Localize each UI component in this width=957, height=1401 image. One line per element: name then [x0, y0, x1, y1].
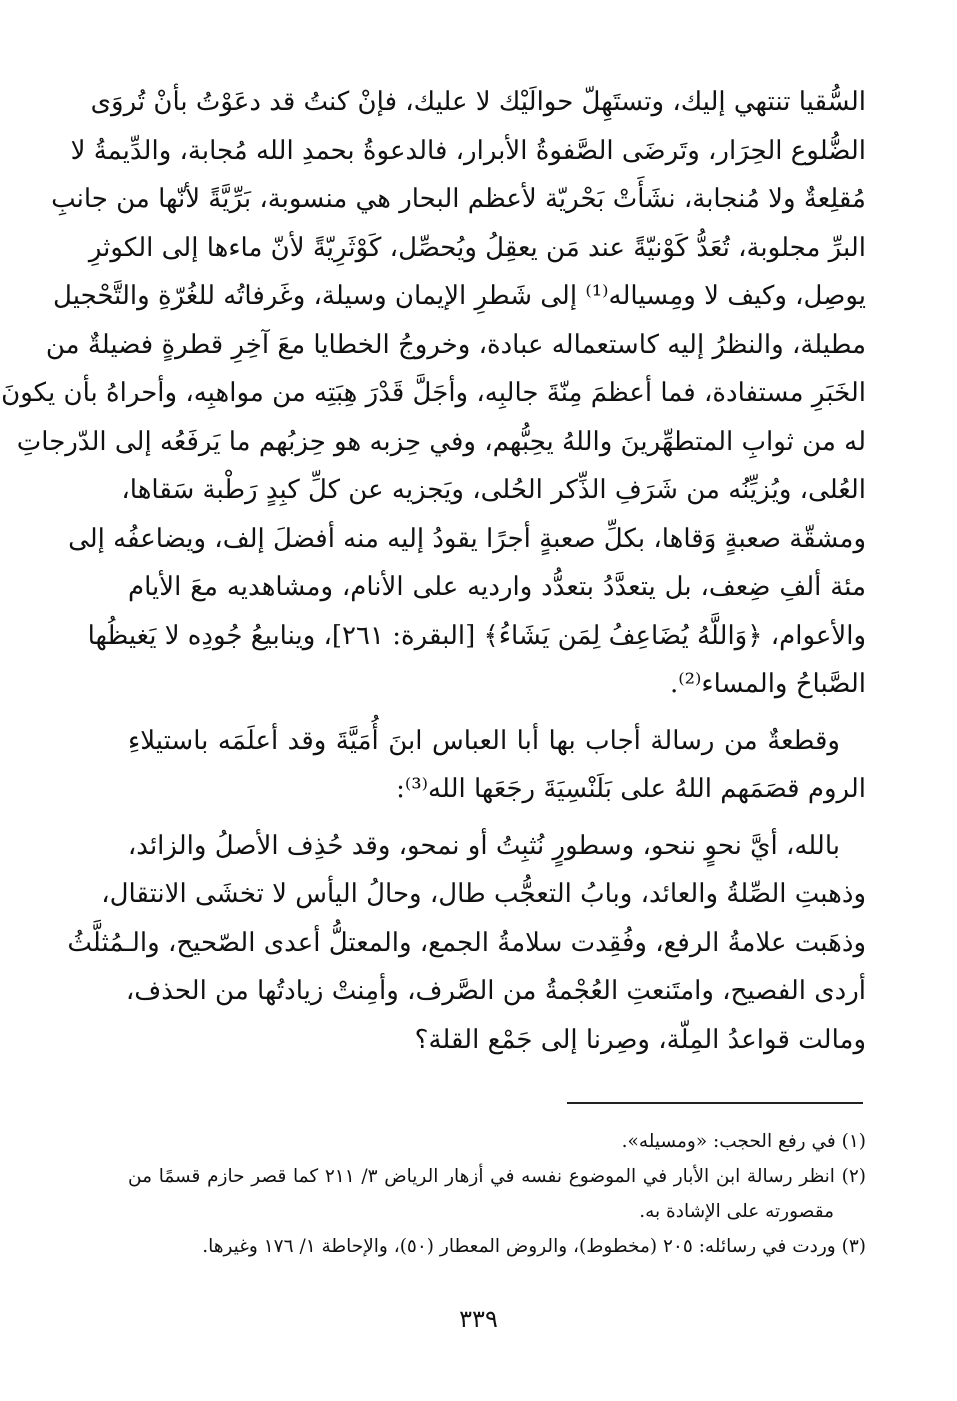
text-line: والأعوام، ﴿وَاللَّهُ يُضَاعِفُ لِمَن يَشَاءُ﴾ [البقرة: ٢٦١]، وينابيعُ جُودِه لا يَغيظُها [87, 620, 866, 651]
text-line: ومشقّة صعبةٍ وَقاها، بكلِّ صعبةٍ أجرًا يقودُ إليه منه أفضلَ إلف، ويضاعفُه إلى [68, 523, 866, 554]
text-line: الروم قصَمَهم اللهُ على بَلَنْسِيَةَ رجَعَها الله⁽³⁾: [396, 774, 866, 804]
text-line: مئة ألفِ ضِعف، بل يتعدَّدُ بتعدُّد وارديه على الأنام، ومشاهديه معَ الأيام [128, 572, 866, 602]
text-line: الضُّلوع الحِرَار، وتَرضَى الصَّفوةُ الأبرار، فالدعوةُ بحمدِ الله مُجابة، والدِّيمةُ لا [70, 135, 866, 166]
text-line: الخَبَرِ مستفادة، فما أعظمَ مِنّةَ جالبِه، وأجَلَّ قَدْرَ هِبَتِه من مواهبِه، وأحراهُ بأن يكونَ [1, 378, 866, 408]
text-line: السُّقيا تنتهي إليك، وتستَهِلّ حوالَيْك لا عليك، فإنْ كنتُ قد دعَوْتُ بأنْ تُروَى [90, 87, 866, 117]
footnote-3 [128, 1229, 866, 1264]
footnote-1 [128, 1124, 866, 1159]
paragraph-3 [67, 822, 866, 1065]
text-line: يوصِل، وكيف لا ومِسياله⁽¹⁾ إلى شَطرِ الإيمان وسيلة، وغَرفاتُه للغُرّةِ والتَّحْجيل [53, 281, 866, 311]
text-line: بالله، أيَّ نحوٍ ننحو، وسطورٍ نُثبِتُ أو نمحو، وقد حُذِف الأصلُ والزائد، [127, 830, 840, 861]
footnote-divider [567, 1102, 863, 1104]
footnote-line: (٣) وردت في رسائله: ٢٠٥ (مخطوط)، والروض المعطار (٥٠)، والإحاطة ١/ ١٧٦ وغيرها. [202, 1236, 866, 1257]
main-text [1, 78, 866, 1064]
text-line: الصَّباحُ والمساء⁽²⁾. [669, 669, 866, 699]
text-line: مُقلِعةٌ ولا مُنجابة، نشَأَتْ بَحْريّة لأعظم البحار هي منسوبة، بَرِّيَّةً لأنّها من جانبِ [51, 184, 866, 214]
footnote-line: مقصورته على الإشادة به. [639, 1201, 834, 1222]
page-number: ٣٣٩ [459, 1305, 498, 1333]
text-line: أردى الفصيح، وامتَنعتِ العُجْمةُ من الصَّرف، وأمِنتْ زيادتُها من الحذف، [125, 976, 866, 1006]
text-line: ومالت قواعدُ المِلّة، وصِرنا إلى جَمْع القلة؟ [414, 1024, 866, 1055]
footnote-line: (٢) انظر رسالة ابن الأبار في الموضوع نفسه في أزهار الرياض ٣/ ٢١١ كما قصر حازم قسمًا من [128, 1166, 866, 1187]
footnotes [128, 1124, 866, 1264]
text-line: له من ثوابِ المتطهِّرينَ واللهُ يحِبُّهم، وفي حِزبه هو حِزبُهم ما يَرفَعُه إلى الدّرجاتِ [16, 426, 866, 457]
text-line: البرِّ مجلوبة، تُعَدُّ كَوْنيّةً عند مَن يعقِلُ ويُحصِّل، كَوْثَرِيّةً لأنّ ماءها إلى الكوثرِ [88, 232, 866, 263]
text-line: وذهبتِ الصِّلةُ والعائد، وبابُ التعجُّب طال، وحالُ اليأس لا تخشَى الانتقال، [101, 879, 866, 909]
paragraph-1 [1, 78, 866, 709]
paragraph-2 [128, 717, 866, 814]
text-line: مطيلة، والنظرُ إليه كاستعماله عبادة، وخروجُ الخطايا معَ آخِرِ قطرةٍ فضيلةٌ من [45, 329, 866, 360]
text-line: وقطعةٌ من رسالة أجاب بها أبا العباس ابنَ أُمَيَّةَ وقد أعلَمَه باستيلاءِ [128, 725, 840, 756]
footnote-line: (١) في رفع الحجب: «ومسيله». [621, 1131, 866, 1152]
footnote-2 [128, 1159, 866, 1229]
text-line: العُلى، ويُزيِّنُه من شَرَفِ الذِّكر الحُلى، ويَجزيه عن كلِّ كبِدٍ رَطْبة سَقاها، [121, 475, 866, 505]
text-line: وذهَبت علامةُ الرفع، وفُقِدت سلامةُ الجمع، والمعتلُّ أعدى الصّحيح، والـمُثلَّثُ [67, 927, 866, 958]
